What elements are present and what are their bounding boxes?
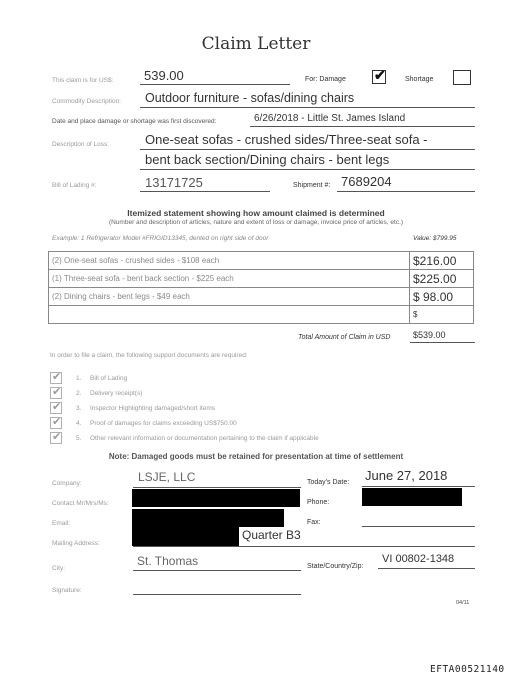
signature-label: Signature: [52,587,82,594]
total-value: $539.00 [413,330,446,340]
date-place-value: 6/26/2018 - Little St. James Island [254,113,406,124]
total-label: Total Amount of Claim in USD [298,334,391,341]
doc-checkbox[interactable] [50,417,62,429]
redaction-bar [362,488,462,506]
item-amount: $ 98.00 [410,288,474,306]
shipment-label: Shipment #: [293,182,331,189]
bol-value: 13171725 [145,175,203,190]
city-label: City: [52,565,65,572]
mailing-address-label: Mailing Address: [52,540,100,547]
shipment-value: 7689204 [341,174,392,189]
phone-label: Phone: [307,499,330,506]
form-code: 04/11 [456,600,470,606]
shortage-checkbox[interactable] [453,70,471,85]
doc-number: 3. [76,405,82,412]
doc-checkbox[interactable] [50,387,62,399]
doc-number: 2. [76,390,82,397]
doc-checkbox[interactable] [50,372,62,384]
doc-text: Bill of Lading [90,375,128,382]
itemized-heading: Itemized statement showing how amount claimed is determined [127,208,385,218]
bol-label: Bill of Lading #: [52,182,97,189]
date-place-label: Date and place damage or shortage was first discovered: [52,118,217,125]
company-label: Company: [52,480,82,487]
todays-date-value: June 27, 2018 [365,468,448,483]
item-description: (1) Three-seat sofa - bent back section - $225 each [49,270,410,288]
item-amount: $225.00 [410,270,474,288]
items-table [48,251,474,324]
table-row [49,252,474,270]
item-amount: $ [410,306,474,324]
check-icon: ✔ [52,416,62,428]
redaction-bar [132,489,300,507]
example-value: Value: $799.95 [413,235,457,242]
claim-amount-label: This claim is for US$: [52,77,114,84]
mailing-address-value: Quarter B3 [242,528,301,542]
item-description: (2) One-seat sofas - crushed sides - $108 each [49,252,410,270]
check-icon: ✔ [52,431,62,443]
commodity-value: Outdoor furniture - sofas/dining chairs [145,91,355,105]
item-amount: $216.00 [410,252,474,270]
doc-text: Delivery receipt(s) [90,390,143,397]
doc-number: 5. [76,435,82,442]
doc-text: Other relevant information or documentation pertaining to the claim if applicable [90,435,319,442]
claim-amount-value: 539.00 [144,68,184,83]
doc-text: Inspector Highlighting damaged/short items [90,405,216,412]
example-line: Example: 1 Refrigerator Model #FRIGID13345, dented on right side of door [52,235,269,242]
commodity-label: Commodity Description: [52,98,121,105]
doc-number: 4. [76,420,82,427]
itemized-subheading: (Number and description of articles, nature and extent of loss or damage, invoice price of articles, etc.) [108,219,404,226]
doc-number: 1. [76,375,82,382]
item-description: (2) Dining chairs - bent legs - $49 each [49,288,410,306]
state-country-zip-value: VI 00802-1348 [382,553,455,565]
email-label: Email: [52,520,71,527]
fax-label: Fax: [307,519,321,526]
loss-label: Description of Loss: [52,141,110,148]
redaction-bar [132,527,239,546]
document-id: EFTA00521140 [430,664,505,675]
table-row [49,270,474,288]
check-icon: ✔ [52,371,62,383]
contact-label: Contact Mr/Mrs/Ms: [52,500,109,507]
table-row [49,306,474,324]
damage-checkbox[interactable] [372,67,386,84]
redaction-bar [132,509,284,527]
check-icon: ✔ [52,386,62,398]
damaged-goods-note: Note: Damaged goods must be retained for presentation at time of settlement [108,452,404,461]
support-intro: In order to file a claim, the following support documents are required: [50,352,248,359]
page-title: Claim Letter [201,34,311,54]
check-icon: ✔ [52,401,62,413]
for-damage-label: For: Damage [305,76,346,83]
doc-checkbox[interactable] [50,432,62,444]
todays-date-label: Today's Date: [307,479,350,486]
state-country-zip-label: State/Country/Zip: [307,563,364,570]
loss-line-1: One-seat sofas - crushed sides/Three-seat sofa - [145,132,428,147]
doc-checkbox[interactable] [50,402,62,414]
item-description [49,306,410,324]
check-icon: ✔ [374,67,386,83]
shortage-label: Shortage [405,76,434,83]
loss-line-2: bent back section/Dining chairs - bent legs [145,152,390,167]
table-row [49,288,474,306]
doc-text: Proof of damages for claims exceeding US$750.00 [90,420,237,427]
city-value: St. Thomas [137,554,199,568]
company-value: LSJE, LLC [138,470,196,484]
